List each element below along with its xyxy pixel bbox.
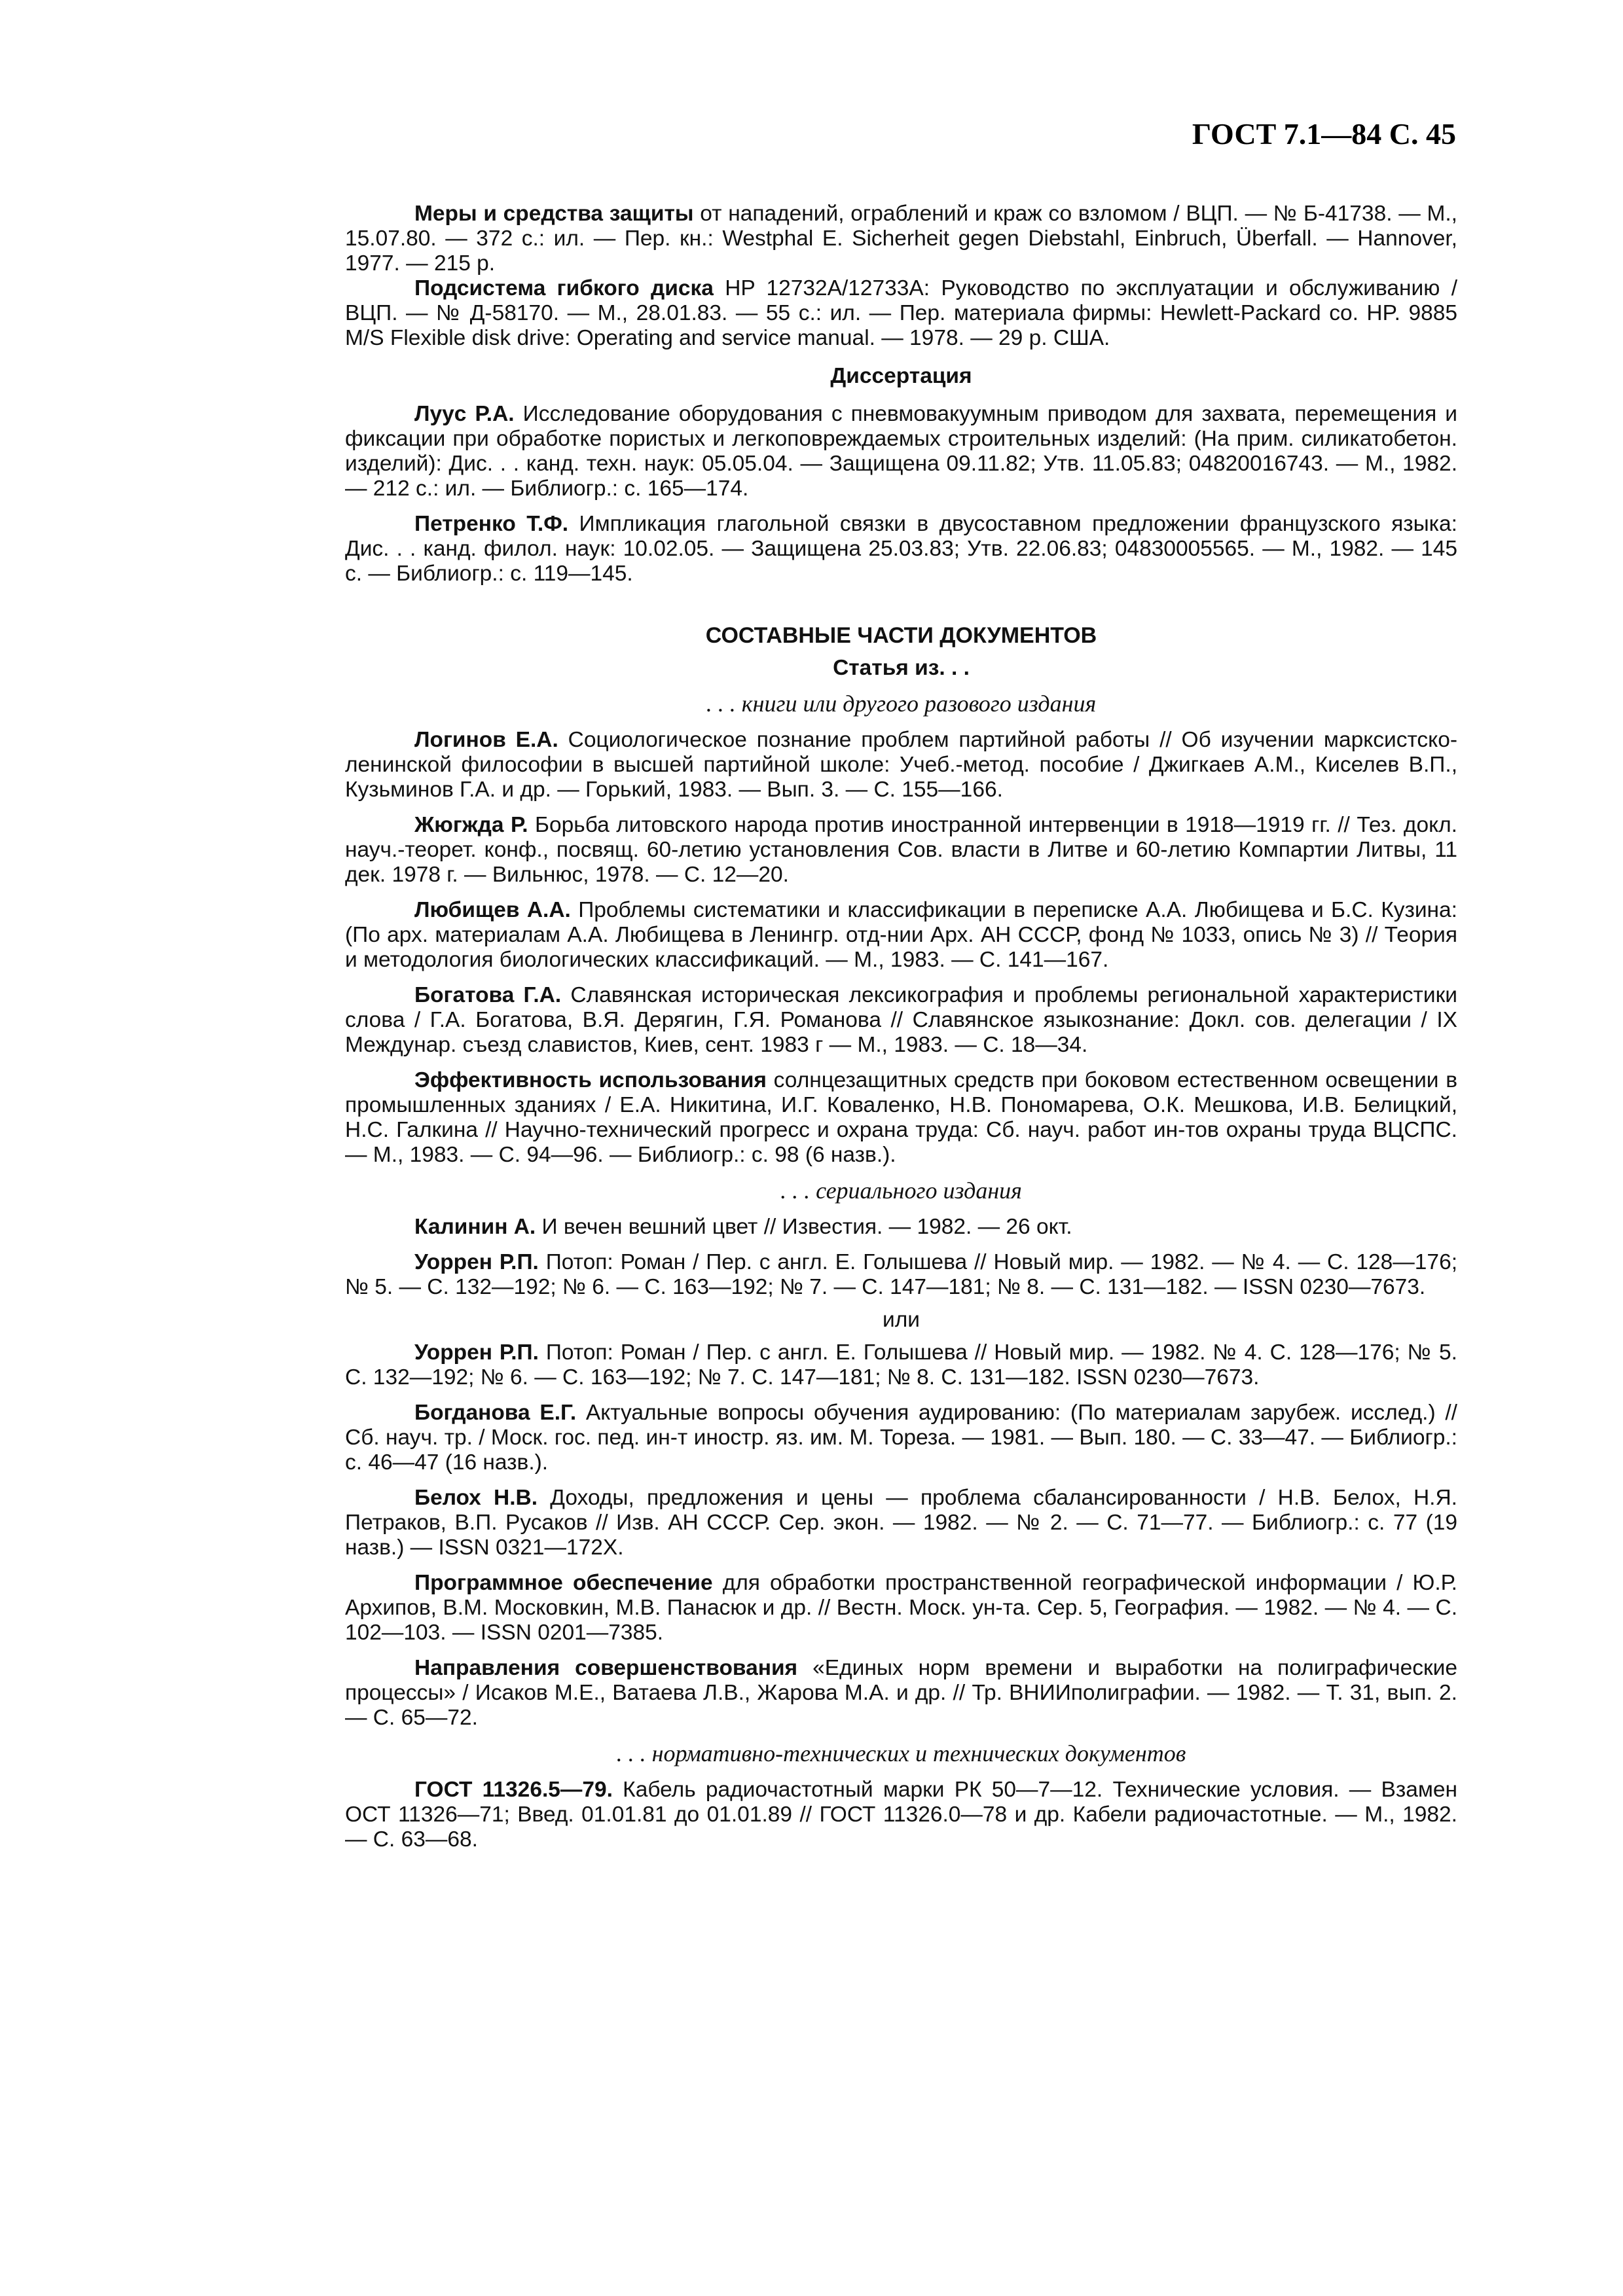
entry-lead: Уоррен Р.П.	[414, 1340, 539, 1365]
serial-entry-5	[345, 1571, 1457, 1645]
heading-document-parts: СОСТАВНЫЕ ЧАСТИ ДОКУМЕНТОВ	[705, 623, 1097, 648]
serial-entry-6	[345, 1656, 1457, 1731]
entry-lead: Калинин А.	[414, 1215, 536, 1239]
dissertation-entry-1	[345, 512, 1457, 586]
entry-lead: Подсистема гибкого диска	[414, 276, 714, 300]
entry-lead: Направления совершенствования	[414, 1656, 798, 1680]
entry-lead: Любищев А.А.	[414, 898, 571, 922]
entry-text: Социологическое познание проблем партийной работы // Об изучении марксистско-ленинской философии в высшей партийной школе: Учеб.-метод. пособие / Джигкаев А.М., Киселев В.П., Кузьминов Г.А. и др. — Горький, 1983. — Вып. 3. — С. 155—166.	[345, 728, 1457, 802]
dissertation-entry-0	[345, 402, 1457, 501]
entry-text: Потоп: Роман / Пер. с англ. Е. Голышева // Новый мир. — 1982. — № 4. — С. 128—176; № 5. — С. 132—192; № 6. — С. 163—192; № 7. — С. 147—181; № 8. — С. 131—182. — ISSN 0230—7673.	[345, 1250, 1458, 1299]
document-body	[345, 202, 1457, 1852]
entry-text: Славянская историческая лексикография и проблемы региональной характеристики слова / Г.А. Богатова, В.Я. Дерягин, Г.Я. Романова // Славянское языкознание: Докл. сов. делегации / IX Междунар. съезд славистов, Киев, сент. 1983 г — М., 1983. — С. 18—34.	[345, 983, 1457, 1057]
book-entry-3	[345, 983, 1457, 1058]
entry-top-0	[345, 202, 1457, 276]
entry-lead: Белох Н.В.	[414, 1486, 538, 1510]
serial-entry-3	[345, 1401, 1457, 1475]
page-header: ГОСТ 7.1—84 С. 45	[1192, 117, 1456, 151]
entry-lead: ГОСТ 11326.5—79.	[414, 1778, 613, 1802]
entry-text: Кабель радиочастотный марки РК 50—7—12. Технические условия. — Взамен ОСТ 11326—71; Введ. 01.01.81 до 01.01.89 // ГОСТ 11326.0—78 и др. Кабели радиочастотные. — М., 1982. — С. 63—68.	[345, 1778, 1457, 1852]
book-entry-1	[345, 813, 1457, 888]
subheading-book: . . . книги или другого разового издания	[706, 691, 1097, 717]
normative-entry-0	[345, 1778, 1457, 1852]
entry-lead: Богатова Г.А.	[414, 983, 562, 1007]
or-separator: или	[883, 1308, 920, 1332]
entry-text: Проблемы систематики и классификации в переписке А.А. Любищева и Б.С. Кузина: (По арх. материалам А.А. Любищева в Ленингр. отд-нии Арх. АН СССР, фонд № 1033, опись № 3) // Теория и методология биологических классификаций. — М., 1983. — С. 141—167.	[345, 898, 1457, 972]
entry-text: от нападений, ограблений и краж со взломом / ВЦП. — № Б-41738. — М., 15.07.80. — 372 с.: ил. — Пер. кн.: Westphal E. Sicherheit gegen Diebstahl, Einbruch, Überfall. — Hannover, 1977. — 215 p.	[345, 202, 1457, 276]
entry-text: «Единых норм времени и выработки на полиграфические процессы» / Исаков М.Е., Ватаева Л.В., Жарова М.А. и др. // Тр. ВНИИполиграфии. — 1982. — Т. 31, вып. 2. — С. 65—72.	[345, 1656, 1457, 1730]
entry-text: Исследование оборудования с пневмовакуумным приводом для захвата, перемещения и фиксации при обработке пористых и легкоповреждаемых строительных изделий: (На прим. силикатобетон. изделий): Дис. . . канд. техн. наук: 05.05.04. — Защищена 09.11.82; Утв. 11.05.83; 04820016743. — М., 1982. — 212 с.: ил. — Библиогр.: с. 165—174.	[345, 402, 1457, 501]
entry-text: HP 12732A/12733A: Руководство по эксплуатации и обслуживанию / ВЦП. — № Д-58170. — М., 28.01.83. — 55 с.: ил. — Пер. материала фирмы: Hewlett-Packard co. HP. 9885 M/S Flexible disk drive: Operating and service manual. — 1978. — 29 p. США.	[345, 276, 1457, 350]
entry-lead: Уоррен Р.П.	[414, 1250, 539, 1274]
entry-text: Доходы, предложения и цены — проблема сбалансированности / Н.В. Белох, Н.Я. Петраков, В.П. Русаков // Изв. АН СССР. Сер. экон. — 1982. — № 2. — С. 71—77. — Библиогр.: с. 77 (19 назв.) — ISSN 0321—172Х.	[345, 1486, 1457, 1560]
serial-entry-4	[345, 1486, 1457, 1560]
book-entry-4	[345, 1068, 1457, 1168]
entry-top-1	[345, 276, 1457, 351]
entry-text: солнцезащитных средств при боковом естественном освещении в промышленных зданиях / Е.А. Никитина, И.Г. Коваленко, Н.В. Пономарева, О.К. Мешкова, И.В. Белицкий, Н.С. Галкина // Научно-технический прогресс и охрана труда: Сб. науч. работ ин-тов охраны труда ВЦСПС. — М., 1983. — С. 94—96. — Библиогр.: с. 98 (6 назв.).	[345, 1068, 1457, 1167]
heading-dissertation: Диссертация	[830, 364, 972, 388]
entry-text: И вечен вешний цвет // Известия. — 1982. — 26 окт.	[536, 1215, 1072, 1239]
subheading-normative: . . . нормативно-технических и технических документов	[616, 1740, 1186, 1767]
entry-text: Актуальные вопросы обучения аудированию: (По материалам зарубеж. исслед.) // Сб. науч. тр. / Моск. гос. пед. ин-т иностр. яз. им. М. Тореза. — 1981. — Вып. 180. — С. 33—47. — Библиогр.: с. 46—47 (16 назв.).	[345, 1401, 1457, 1475]
serial-entry-1	[345, 1250, 1457, 1300]
entry-lead: Логинов Е.А.	[414, 728, 558, 752]
entry-text: Борьба литовского народа против иностранной интервенции в 1918—1919 гг. // Тез. докл. науч.-теорет. конф., посвящ. 60-летию установления Сов. власти в Литве и 60-летию Компартии Литвы, 11 дек. 1978 г. — Вильнюс, 1978. — С. 12—20.	[345, 813, 1457, 887]
entry-lead: Богданова Е.Г.	[414, 1401, 577, 1425]
entry-lead: Эффективность использования	[414, 1068, 767, 1092]
heading-article: Статья из. . .	[833, 656, 970, 680]
entry-lead: Лууc Р.А.	[414, 402, 515, 426]
serial-entry-2	[345, 1340, 1457, 1390]
entry-text: Потоп: Роман / Пер. с англ. Е. Голышева // Новый мир. — 1982. № 4. С. 128—176; № 5. С. 132—192; № 6. — С. 163—192; № 7. С. 147—181; № 8. С. 131—182. ISSN 0230—7673.	[345, 1340, 1457, 1390]
book-entry-0	[345, 728, 1457, 802]
entry-text: Импликация глагольной связки в двусоставном предложении французского языка: Дис. . . канд. филол. наук: 10.02.05. — Защищена 25.03.83; Утв. 22.06.83; 04830005565. — М., 1982. — 145 с. — Библиогр.: с. 119—145.	[345, 512, 1457, 586]
entry-lead: Программное обеспечение	[414, 1571, 713, 1595]
entry-lead: Петренко Т.Ф.	[414, 512, 569, 536]
entry-lead: Жюгжда Р.	[414, 813, 528, 837]
book-entry-2	[345, 898, 1457, 973]
subheading-serial: . . . сериального издания	[780, 1177, 1022, 1204]
serial-entry-0	[345, 1215, 1457, 1240]
entry-text: для обработки пространственной географической информации / Ю.Р. Архипов, В.М. Московкин, М.В. Панасюк и др. // Вестн. Моск. ун-та. Сер. 5, География. — 1982. — № 4. — С. 102—103. — ISSN 0201—7385.	[345, 1571, 1457, 1645]
entry-lead: Меры и средства защиты	[414, 202, 694, 226]
